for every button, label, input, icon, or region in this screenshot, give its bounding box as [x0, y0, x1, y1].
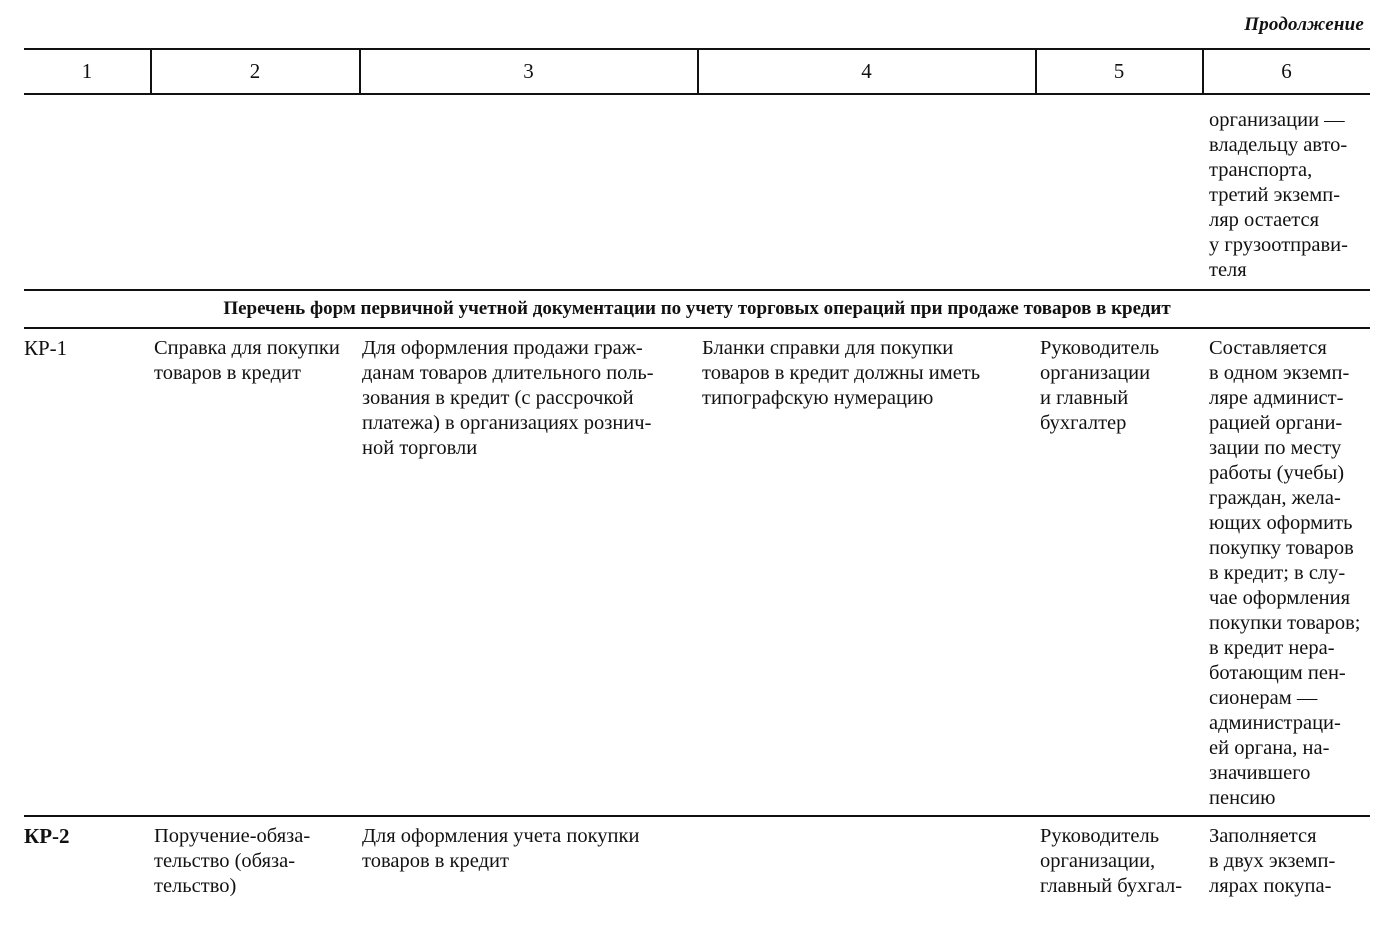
carryover-col6-text: организации — владельцу авто- транспорта, третий экземп- ляр остается у грузоотправи- теля — [1209, 109, 1348, 281]
column-number-4: 4 — [861, 59, 872, 83]
section-bottom-rule — [24, 327, 1370, 329]
row-2-purpose: Для оформления учета покупки товаров в кредит — [362, 825, 640, 872]
row-1-purpose: Для оформления продажи граж- данам товаров длительного поль- зования в кредит (с рассрочкой платежа) в организациях рознич- ной торговли — [362, 337, 654, 459]
continuation-label: Продолжение — [1244, 14, 1364, 35]
column-number-6: 6 — [1281, 59, 1292, 83]
row-1-procedure: Составляется в одном экземп- ляре админист- рацией органи- зации по месту работы (учебы) граждан, жела- ющих оформить покупку товаров в кредит; в слу- чае оформления покупки товаров; в кредит нера- ботающим пен- сионерам — администраци- ей органа, на- значившего пенсию — [1209, 337, 1361, 809]
section-heading: Перечень форм первичной учетной документации по учету торговых операций при продаже товаров в кредит — [223, 298, 1171, 319]
row-1-form-name: Справка для покупки товаров в кредит — [154, 337, 340, 384]
row-2-form-name: Поручение-обяза- тельство (обяза- тельство) — [154, 825, 311, 897]
row-separator-rule — [24, 815, 1370, 817]
column-number-1: 1 — [81, 59, 93, 83]
row-2-signers: Руководитель организации, главный бухгал- — [1040, 825, 1183, 897]
row-1-code: КР-1 — [24, 336, 68, 360]
row-2-procedure: Заполняется в двух экземп- лярах покупа- — [1209, 825, 1336, 897]
row-2-code: КР-2 — [24, 824, 70, 848]
column-number-5: 5 — [1113, 59, 1125, 83]
row-1-notes: Бланки справки для покупки товаров в кредит должны иметь типографскую нумерацию — [702, 337, 981, 409]
column-number-2: 2 — [249, 59, 261, 83]
column-number-3: 3 — [523, 59, 534, 83]
section-top-rule — [24, 289, 1370, 291]
row-1-signers: Руководитель организации и главный бухгалтер — [1040, 337, 1160, 434]
